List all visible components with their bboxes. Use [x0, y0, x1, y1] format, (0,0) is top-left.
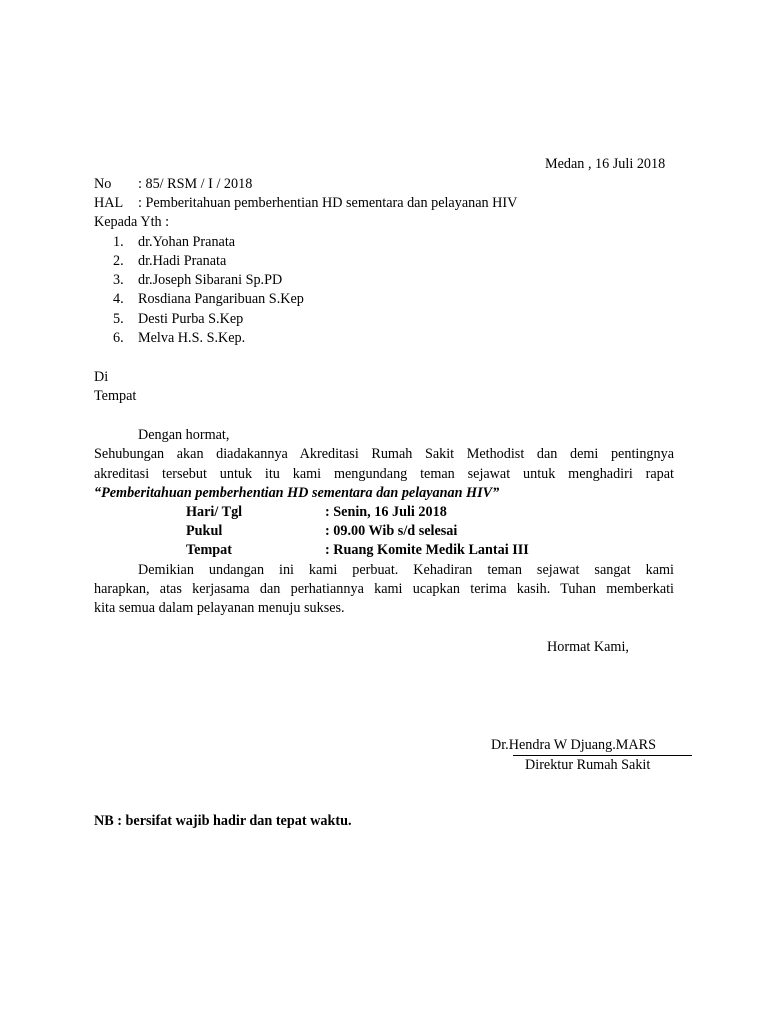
tempat-label: Tempat [94, 388, 137, 404]
closing-line: Demikian undangan ini kami perbuat. Kehadiran teman sejawat sangat kami [138, 562, 674, 578]
detail-label: Pukul [186, 523, 223, 539]
di-label: Di [94, 369, 109, 385]
detail-label: Hari/ Tgl [186, 504, 243, 520]
closing-line: kita semua dalam pelayanan menuju sukses. [94, 600, 345, 616]
nomor-value: : 85/ RSM / I / 2018 [138, 176, 253, 192]
recipient-name: Desti Purba S.Kep [138, 311, 244, 327]
hal-label: HAL [94, 195, 124, 211]
recipient-num: 6. [113, 330, 124, 346]
recipient-name: dr.Joseph Sibarani Sp.PD [138, 272, 283, 288]
recipient-name: Rosdiana Pangaribuan S.Kep [138, 291, 304, 307]
hal-value: : Pemberitahuan pemberhentian HD sementara dan pelayanan HIV [138, 195, 518, 211]
kepada-yth: Kepada Yth : [94, 214, 170, 230]
recipient-name: Melva H.S. S.Kep. [138, 330, 246, 346]
detail-label: Tempat [186, 542, 232, 558]
recipient-num: 2. [113, 253, 124, 269]
detail-value: : 09.00 Wib s/d selesai [325, 523, 458, 539]
signer-name: Dr.Hendra W Djuang.MARS [491, 737, 656, 753]
detail-value: : Ruang Komite Medik Lantai III [325, 542, 529, 558]
signer-title: Direktur Rumah Sakit [525, 757, 651, 773]
nomor-label: No [94, 176, 112, 192]
recipient-name: dr.Hadi Pranata [138, 253, 227, 269]
recipient-num: 4. [113, 291, 124, 307]
recipient-name: dr.Yohan Pranata [138, 234, 236, 250]
recipient-num: 3. [113, 272, 124, 288]
body-line: akreditasi tersebut untuk itu kami mengundang teman sejawat untuk menghadiri rapat [94, 466, 674, 482]
body-line: Sehubungan akan diadakannya Akreditasi Rumah Sakit Methodist dan demi pentingnya [94, 446, 674, 462]
detail-value: : Senin, 16 Juli 2018 [325, 504, 447, 520]
meeting-title: “Pemberitahuan pemberhentian HD sementara dan pelayanan HIV” [94, 485, 500, 501]
regards: Hormat Kami, [547, 639, 629, 655]
salutation: Dengan hormat, [138, 427, 230, 443]
closing-line: harapkan, atas kerjasama dan perhatiannya kami ucapkan terima kasih. Tuhan memberkati [94, 581, 674, 597]
recipient-num: 5. [113, 311, 124, 327]
recipient-num: 1. [113, 234, 124, 250]
place-date: Medan , 16 Juli 2018 [545, 156, 666, 172]
nb-note: NB : bersifat wajib hadir dan tepat waktu. [94, 813, 352, 829]
